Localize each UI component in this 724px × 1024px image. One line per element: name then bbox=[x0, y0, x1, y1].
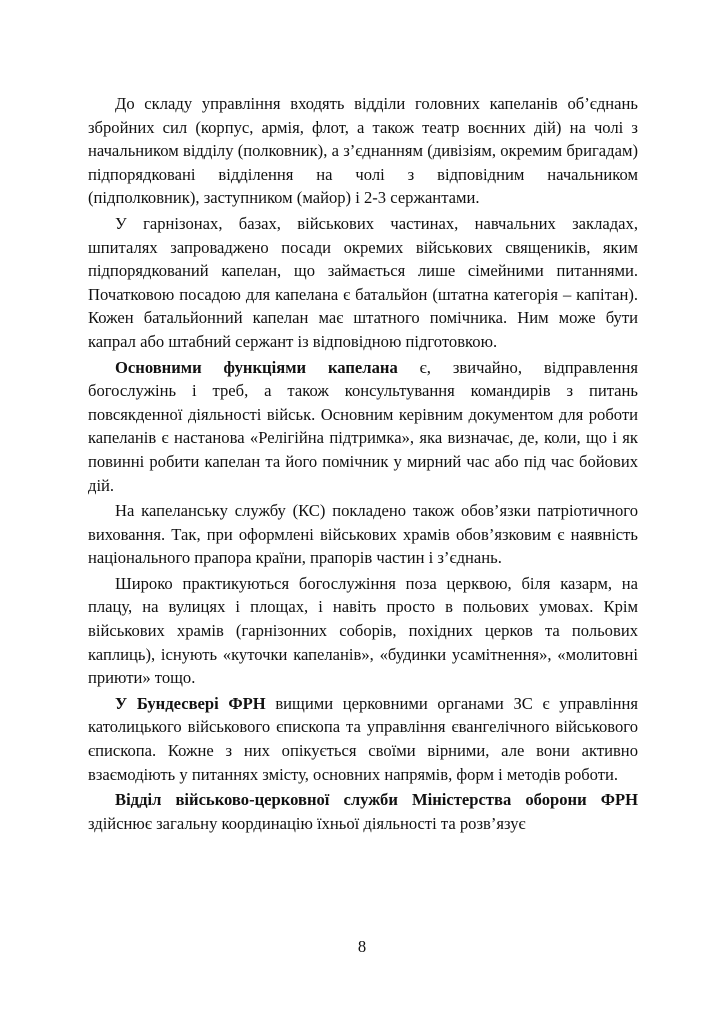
paragraph-6-text: вищими церковними органами ЗС є управління католицького військового єпископа та управління євангелічного військового єпископа. Кожне з них опікується своїми вірними, але вони активно взаємодіють у питаннях змісту, основних напрямів, форм і методів роботи. bbox=[88, 693, 638, 784]
paragraph-7 bbox=[88, 788, 638, 835]
paragraph-3 bbox=[88, 356, 638, 498]
paragraph-5-text: Широко практикуються богослужіння поза церквою, біля казарм, на плацу, на вулицях і площах, і навіть просто в польових умовах. Крім військових храмів (гарнізонних соборів, похідних церков та польових каплиць), існують «куточки капеланів», «будинки усамітнення», «молитовні приюти» тощо. bbox=[88, 573, 638, 688]
paragraph-5 bbox=[88, 572, 638, 690]
paragraph-4-text: На капеланську службу (КС) покладено також обов’язки патріотичного виховання. Так, при оформлені військових храмів обов’язковим є наявність національного прапора країни, прапорів частин і з’єднань. bbox=[88, 501, 638, 568]
paragraph-1-text: До складу управління входять відділи головних капеланів об’єднань збройних сил (корпус, армія, флот, а також театр воєнних дій) на чолі з начальником відділу (полковник), а з’єднанням (дивізіям, окремим бригадам) підпорядковані відділення на чолі з відповідним начальником (підполковник), заступником (майор) і 2-3 сержантами. bbox=[88, 94, 638, 208]
page-number: 8 bbox=[357, 937, 367, 956]
paragraph-3-bold-lead: Основними функціями капелана bbox=[115, 357, 398, 377]
paragraph-7-bold-lead: Відділ військово-церковної служби Міністерства оборони ФРН bbox=[115, 790, 638, 810]
paragraph-4 bbox=[88, 499, 638, 570]
document-body bbox=[88, 92, 638, 835]
paragraph-2-text: У гарнізонах, базах, військових частинах, навчальних закладах, шпиталях запроваджено посади окремих військових священиків, яким підпорядкований капелан, що займається лише сімейними питаннями. Початковою посадою для капелана є батальйон (штатна категорія – капітан). Кожен батальйонний капелан має штатного помічника. Ним може бути капрал або штабний сержант із відповідною підготовкою. bbox=[88, 213, 638, 351]
paragraph-1 bbox=[88, 92, 638, 210]
paragraph-7-text: здійснює загальну координацію їхньої діяльності та розв’язує bbox=[88, 813, 526, 833]
paragraph-3-text: є, звичайно, відправлення богослужінь і треб, а також консультування командирів з питань повсякденної діяльності військ. Основним керівним документом для роботи капеланів є настанова «Релігійна підтримка», яка визначає, де, коли, що і як повинні робити капелан та його помічник у мирний час або під час бойових дій. bbox=[88, 357, 638, 495]
paragraph-6 bbox=[88, 692, 638, 786]
paragraph-2 bbox=[88, 212, 638, 354]
paragraph-6-bold-lead: У Бундесвері ФРН bbox=[115, 693, 266, 713]
